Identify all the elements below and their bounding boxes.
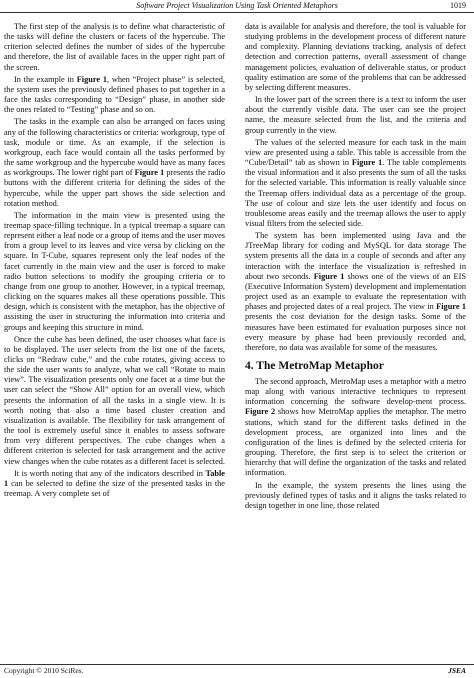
text-run: shows how MetroMap applies the metaphor. The metro stations, which stand for the different tasks defined in the development process, are organized into lines and the configuration of the lines is defined by the selected criteria for grouping. Therefore, the first step is to select the criterion or hierarchy that will define the organization of the tasks and related information. [245,407,466,478]
text-run: shows one of the views of an EIS (Executive Information System) development and implementation project used as an example to evaluate the representation with phases and projected dates of a real project. The view in [245,271,466,312]
paragraph [4,22,225,73]
right-column-body [245,22,466,353]
text-run: The first step of the analysis is to define what characteristic of the tasks will define the clusters or facets of the hypercube. The criterion selected defines the number of sides of the hypercube and therefore, the list of available faces in the upper right part of the screen. [4,22,225,72]
bold-reference: Table 1 [4,468,225,488]
bold-reference: Figure 1 [76,74,107,84]
left-column [4,22,225,501]
paragraph [245,95,466,136]
text-run: In the example in [14,74,77,84]
section-heading: 4. The MetroMap Metaphor [245,360,384,372]
section-body [245,377,466,511]
copyright-notice: Copyright © 2010 SciRes. [4,666,84,675]
text-run: It is worth noting that any of the indicators described in [14,468,206,478]
paragraph [4,117,225,208]
page-footer [0,664,474,677]
running-header [0,0,474,13]
text-run: , when “Project phase” is selected, the system uses the previously defined phases to put together in a face the tasks corresponding to “Design” phase, in another side the ones related to “Testing” phase and so on. [4,74,226,115]
text-run: The information in the main view is presented using the treemap space-filling technique. In a typical treemap a square can represent either a leaf node or a group of items and the user moves from a group level to its leaves and vice versa by clicking on the square. In T-Cube, squares represent only the leaf nodes of the facet currently in the main view and the user is forced to make radio button selections to modify the grouping criteria or to change from one group to another. However, in a typical treemap, clicking on the squares makes all these operations possible. This design, which is consistent with the metaphor, has the objective of assisting the user in structuring the information into criteria and groups and keeping this structure in mind. [4,210,225,332]
text-run: In the lower part of the screen there is a text to inform the user about the currently visible data. The user can see the project name, the measure selected from the list, and the criteria and group currently in the view. [245,95,466,135]
paragraph [4,211,225,333]
paragraph [245,481,466,511]
text-run: The values of the selected measure for each task in the main view are presented using a table. This table is accessible from the “Cube/Detail” tab as shown in [245,137,466,168]
paragraph [4,335,225,467]
bold-reference: Figure 2 [245,407,276,417]
text-run: The second approach, MetroMap uses a metaphor with a metro map along with various interactive techniques to represent information concerning the software develop-ment process. [245,377,466,407]
text-run: . The table complements the visual information and it also presents the sum of all the tasks for the selected variable. This information is really valuable since the Treemap offers individual data as a percentage of the group. The use of colour and size lets the user identify and focus on troublesome areas easily and the treemap allows the user to apply visual filters from the selected side. [245,158,466,228]
paragraph [245,138,466,229]
paragraph [4,469,225,499]
paragraph [245,377,466,479]
page-number: 1019 [450,1,466,10]
bold-reference: Figure 1 [351,158,383,168]
text-run: can be selected to define the size of the presented tasks in the treemap. A very complete set of [4,478,225,499]
text-run: presents the radio buttons with the different criteria for defining the sides of the hypercube, while the upper part shows the side selection and rotation method. [4,168,225,208]
right-column [245,22,466,513]
text-run: In the example, the system presents the lines using the previously defined types of tasks and it aligns the tasks related to design together in one line, those related [245,480,466,510]
text-run: The tasks in the example can also be arranged on faces using any of the following characteristics or criteria: workgroup, type of task, module or time. As an example, if the selection is workgroup, each face would contain all the tasks performed by the same workgroup and the hypercube would have as many faces as workgroups. The lower right part of [4,117,225,178]
text-run: presents the cost deviation for the design tasks. Some of the measures have been estimated for evaluation purposes since not every measure by phase had been previously recorded and, therefore, no data was available for some of the measures. [245,312,466,352]
running-title: Software Project Visualization Using Task Oriented Metaphors [136,1,338,10]
journal-abbreviation: JSEA [448,666,466,675]
paragraph [245,22,466,93]
paragraph [4,75,225,116]
text-run: Once the cube has been defined, the user chooses what face is to be displayed. The user selects from the list one of the facets, clicks on “Redraw cube,” and the cube rotates, giving access to the side the user wants to analyze, what we call “Rotate to main view”. The visualization presents only one facet at a time but the user can select the “Show All” option for an overall view, which presents the information of all the tasks in a single view. It is worth noting that also a time based cluster creation and visualization is available. The flexibility for task arrangement of the tool is extremely useful since it enables to assess software from very different perspectives. The cube changes when a different criterion is selected for task arrangement and the active view changes when the cube rotates as a different facet is selected. [4,334,225,466]
text-run: The system has been implemented using Java and the JTreeMap library for coding and MySQL for data storage The system presents all the data in a couple of seconds and after any interaction with the interface the visualization is refreshed in about two seconds. [245,231,466,281]
bold-reference: Figure 1 [436,302,467,312]
paragraph [245,231,466,353]
bold-reference: Figure 1 [134,168,165,178]
bold-reference: Figure 1 [313,271,345,281]
text-run: data is available for analysis and therefore, the tool is valuable for studying problems in the development process of different nature and complexity. Planning deviations tracking, analysis of defect detection and correction patterns, overall assessment of change management policies, evaluation of deliverable status, or product quality estimation are some of the problems that can be addressed by selecting different measures. [245,22,466,92]
